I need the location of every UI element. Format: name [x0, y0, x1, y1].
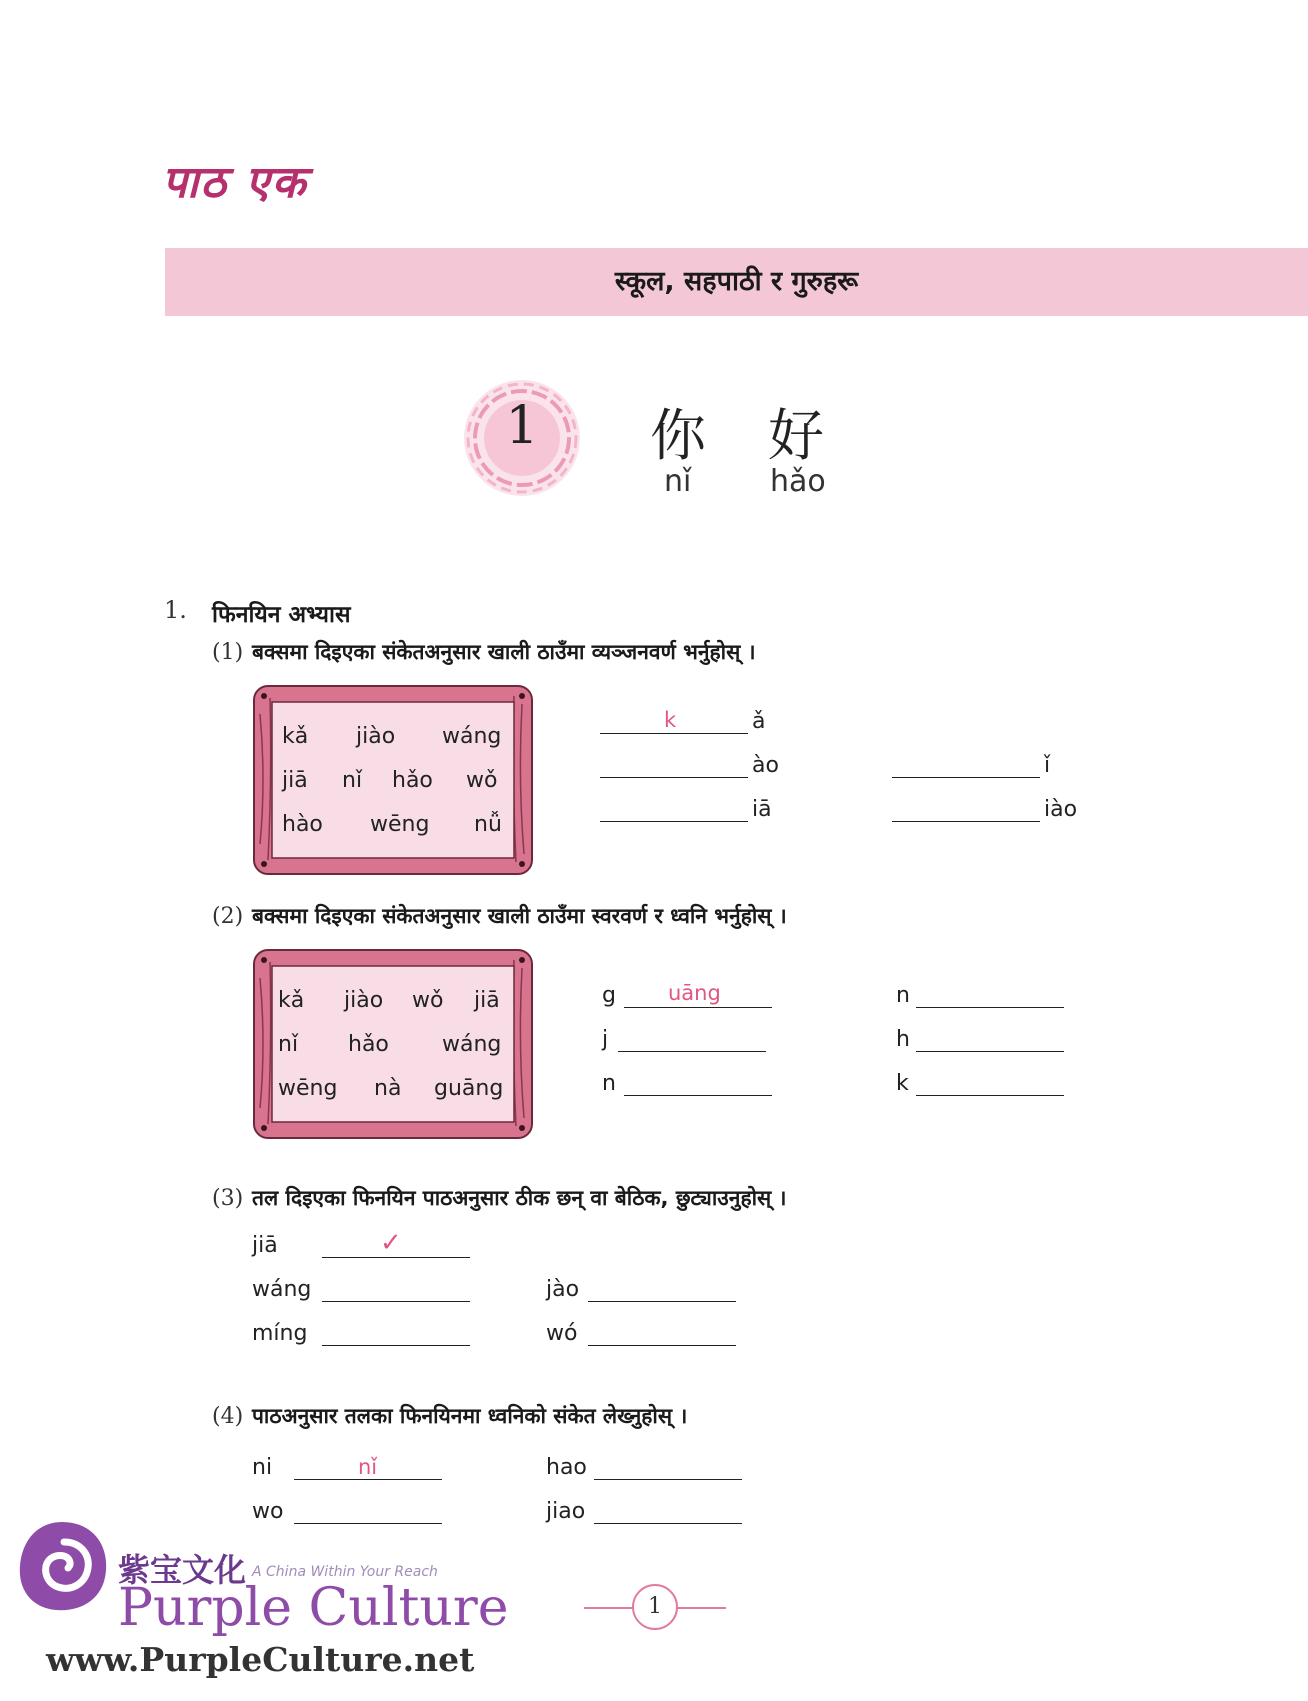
q2-blank[interactable]: [618, 1051, 766, 1052]
q2-prefix: h: [896, 1027, 910, 1052]
q1-label: (1): [212, 640, 244, 665]
q1-board-word: nǚ: [474, 812, 502, 837]
q1-blank[interactable]: [892, 821, 1040, 822]
q4-label: (4): [212, 1404, 244, 1429]
q2-prefix: k: [896, 1071, 909, 1096]
q2-prefix: g: [602, 983, 616, 1008]
q3-answer: ✓: [380, 1228, 402, 1258]
q4-blank[interactable]: [294, 1479, 442, 1480]
page-number: 1: [632, 1584, 678, 1630]
q4-word: hao: [546, 1455, 587, 1480]
section-number: 1.: [164, 596, 187, 624]
unit-banner: [165, 248, 1308, 316]
logo-tagline: A China Within Your Reach: [252, 1564, 438, 1580]
q2-board: [252, 948, 534, 1140]
q4-word: ni: [252, 1455, 273, 1480]
q3-word: wó: [546, 1321, 578, 1346]
q1-blank[interactable]: [892, 777, 1040, 778]
q3-word: wáng: [252, 1277, 312, 1302]
q1-suffix: ào: [752, 753, 779, 778]
q4-word: jiao: [546, 1499, 586, 1524]
q4-blank[interactable]: [294, 1523, 442, 1524]
q1-suffix: ǐ: [1044, 753, 1051, 778]
q2-blank[interactable]: [916, 1095, 1064, 1096]
q3-word: míng: [252, 1321, 308, 1346]
q2-board-word: wáng: [442, 1032, 502, 1057]
q1-board-word: kǎ: [282, 724, 309, 749]
q1-suffix: iào: [1044, 797, 1078, 822]
chapter-hanzi-1: 你: [650, 404, 706, 469]
q1-board-word: nǐ: [342, 768, 363, 793]
q2-board-word: nà: [374, 1076, 402, 1101]
q2-label: (2): [212, 904, 244, 929]
q1-blank[interactable]: [600, 777, 748, 778]
q2-prefix: j: [602, 1027, 609, 1052]
q2-board-word: kǎ: [278, 988, 305, 1013]
logo-chinese-text: 紫宝文化: [118, 1551, 247, 1589]
purple-culture-logo-icon: [14, 1516, 110, 1616]
q3-blank[interactable]: [322, 1301, 470, 1302]
q1-text: बक्समा दिइएका संकेतअनुसार खाली ठाउँमा व्यञ्जनवर्ण भर्नुहोस् ।: [252, 640, 756, 664]
q4-word: wo: [252, 1499, 284, 1524]
q3-blank[interactable]: [322, 1345, 470, 1346]
q2-board-word: nǐ: [278, 1032, 299, 1057]
q2-prefix: n: [896, 983, 910, 1008]
q2-blank[interactable]: [624, 1007, 772, 1008]
chapter-pinyin-2: hǎo: [770, 464, 826, 499]
q1-board-word: hào: [282, 812, 323, 837]
q4-answer: nǐ: [358, 1455, 378, 1479]
q2-text: बक्समा दिइएका संकेतअनुसार खाली ठाउँमा स्वरवर्ण र ध्वनि भर्नुहोस् ।: [252, 904, 787, 928]
q1-suffix: iā: [752, 797, 772, 822]
unit-title: स्कूल, सहपाठी र गुरुहरू: [614, 266, 859, 297]
q1-board-word: jiào: [356, 724, 396, 749]
chapter-pinyin-1: nǐ: [664, 464, 692, 499]
chapter-number: 1: [505, 396, 539, 456]
q1-board-word: wǒ: [466, 768, 498, 793]
chapter-hanzi-2: 好: [768, 404, 824, 469]
q2-blank[interactable]: [916, 1051, 1064, 1052]
q2-board-word: wǒ: [412, 988, 444, 1013]
section-title: फिनयिन अभ्यास: [212, 602, 351, 628]
q1-board-word: jiā: [282, 768, 308, 793]
q1-board-word: wēng: [370, 812, 430, 837]
q2-prefix: n: [602, 1071, 616, 1096]
q1-board: [252, 684, 534, 876]
lesson-label: पाठ एक: [162, 157, 308, 208]
q1-board-word: hǎo: [392, 768, 433, 793]
q1-suffix: ǎ: [752, 709, 766, 734]
q2-board-word: hǎo: [348, 1032, 389, 1057]
q2-blank[interactable]: [624, 1095, 772, 1096]
logo-url[interactable]: www.PurpleCulture.net: [46, 1640, 475, 1679]
logo-name: Purple Culture: [118, 1578, 509, 1638]
q2-board-word: wēng: [278, 1076, 338, 1101]
q3-word: jiā: [252, 1233, 278, 1258]
q4-blank[interactable]: [594, 1523, 742, 1524]
q4-blank[interactable]: [594, 1479, 742, 1480]
q2-answer: uāng: [668, 981, 721, 1005]
q2-board-word: guāng: [434, 1076, 504, 1101]
q1-blank[interactable]: [600, 733, 748, 734]
q1-answer: k: [664, 708, 677, 732]
q3-text: तल दिइएका फिनयिन पाठअनुसार ठीक छन् वा बेठिक, छुट्याउनुहोस् ।: [252, 1186, 787, 1210]
q1-board-word: wáng: [442, 724, 502, 749]
q1-blank[interactable]: [600, 821, 748, 822]
q3-blank[interactable]: [588, 1301, 736, 1302]
q4-text: पाठअनुसार तलका फिनयिनमा ध्वनिको संकेत लेख्नुहोस् ।: [252, 1404, 688, 1428]
q3-word: jào: [546, 1277, 580, 1302]
q2-board-word: jiào: [344, 988, 384, 1013]
q3-blank[interactable]: [588, 1345, 736, 1346]
q3-label: (3): [212, 1186, 244, 1211]
q2-blank[interactable]: [916, 1007, 1064, 1008]
q2-board-word: jiā: [474, 988, 500, 1013]
